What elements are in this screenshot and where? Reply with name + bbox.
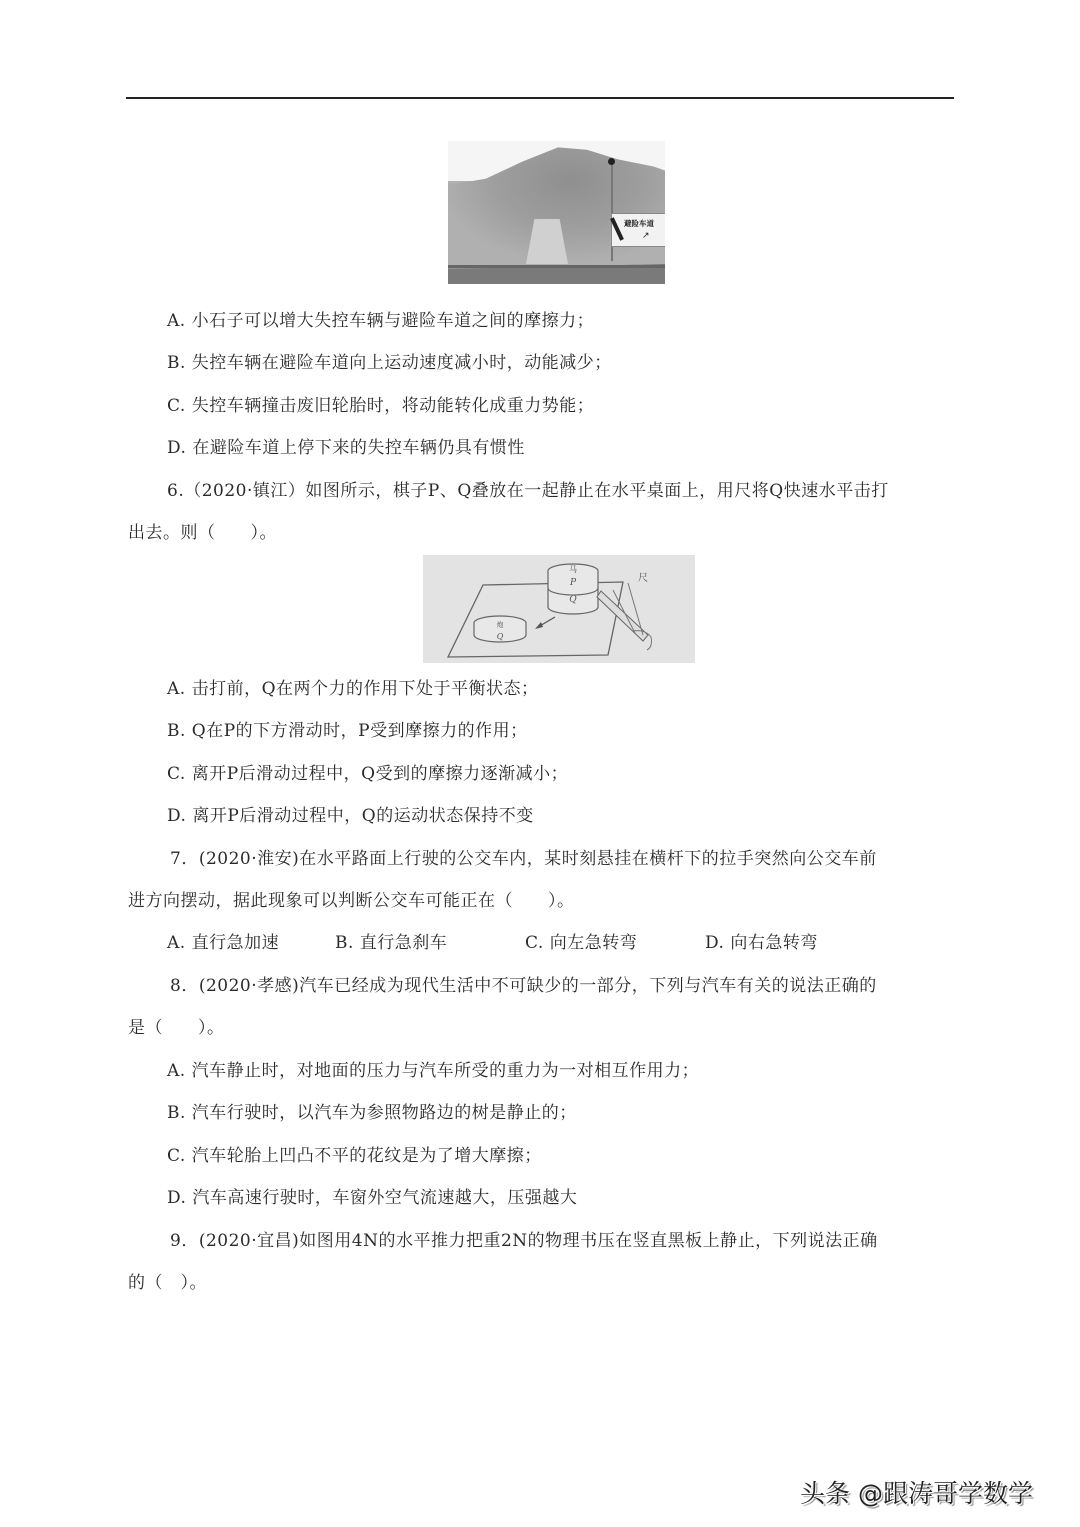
q7-option-c: C. 向左急转弯 [525, 933, 638, 953]
svg-text:Q: Q [569, 595, 577, 605]
sign-text: 避险车道 [624, 219, 654, 228]
arrow-up-right-icon: ↗ [642, 231, 650, 241]
svg-text:P: P [569, 578, 577, 588]
q6-stem-line1: 6.（2020·镇江）如图所示，棋子P、Q叠放在一起静止在水平桌面上，用尺将Q快速水平击打 [167, 481, 889, 501]
svg-text:马: 马 [569, 565, 577, 574]
q5-option-c: C. 失控车辆撞击废旧轮胎时，将动能转化成重力势能； [167, 396, 595, 416]
q8-stem-line1: 8．(2020·孝感)汽车已经成为现代生活中不可缺少的一部分，下列与汽车有关的说法正确的 [170, 976, 877, 996]
chess-pieces-figure [423, 555, 695, 663]
svg-text:炮: 炮 [496, 621, 504, 629]
lamp-head [608, 158, 615, 165]
q7-option-b: B. 直行急刹车 [335, 933, 448, 953]
svg-text:Q: Q [496, 632, 504, 641]
q6-option-c: C. 离开P后滑动过程中，Q受到的摩擦力逐渐减小； [167, 764, 569, 784]
sign-slash-icon [610, 217, 624, 240]
q5-option-b: B. 失控车辆在避险车道向上运动速度减小时，动能减少； [167, 353, 612, 373]
chess-pieces-drawing [423, 555, 695, 663]
q5-option-d: D. 在避险车道上停下来的失控车辆仍具有惯性 [167, 438, 525, 458]
q8-stem-line2: 是（ ）。 [128, 1018, 225, 1038]
q7-stem-line1: 7．(2020·淮安)在水平路面上行驶的公交车内，某时刻悬挂在横杆下的拉手突然向公交车前 [170, 849, 877, 869]
q8-option-d: D. 汽车高速行驶时，车窗外空气流速越大，压强越大 [167, 1188, 578, 1208]
svg-text:尺: 尺 [638, 573, 648, 584]
q6-stem-line2: 出去。则（ ）。 [128, 523, 277, 543]
q6-option-b: B. Q在P的下方滑动时，P受到摩擦力的作用； [167, 721, 528, 741]
q6-option-a: A. 击打前，Q在两个力的作用下处于平衡状态； [167, 679, 539, 699]
watermark: 头条 @跟涛哥学数学 [800, 1479, 1033, 1508]
q9-stem-line1: 9．(2020·宜昌)如图用4N的水平推力把重2N的物理书压在竖直黑板上静止，下列说法正确 [170, 1231, 878, 1251]
q6-option-d: D. 离开P后滑动过程中，Q的运动状态保持不变 [167, 806, 534, 826]
q8-option-b: B. 汽车行驶时，以汽车为参照物路边的树是静止的； [167, 1103, 577, 1123]
runaway-ramp-photo [448, 141, 665, 284]
q8-option-c: C. 汽车轮胎上凹凸不平的花纹是为了增大摩擦； [167, 1146, 542, 1166]
q7-stem-line2: 进方向摆动，据此现象可以判断公交车可能正在（ ）。 [128, 891, 575, 911]
q5-option-a: A. 小石子可以增大失控车辆与避险车道之间的摩擦力； [167, 311, 595, 331]
escape-lane-sign [611, 213, 665, 247]
q7-option-d: D. 向右急转弯 [705, 933, 818, 953]
guard-rail [448, 265, 665, 268]
header-rule [126, 97, 954, 99]
q7-option-a: A. 直行急加速 [167, 933, 280, 953]
q9-stem-line2: 的（ ）。 [128, 1273, 207, 1293]
q8-option-a: A. 汽车静止时，对地面的压力与汽车所受的重力为一对相互作用力； [167, 1061, 700, 1081]
